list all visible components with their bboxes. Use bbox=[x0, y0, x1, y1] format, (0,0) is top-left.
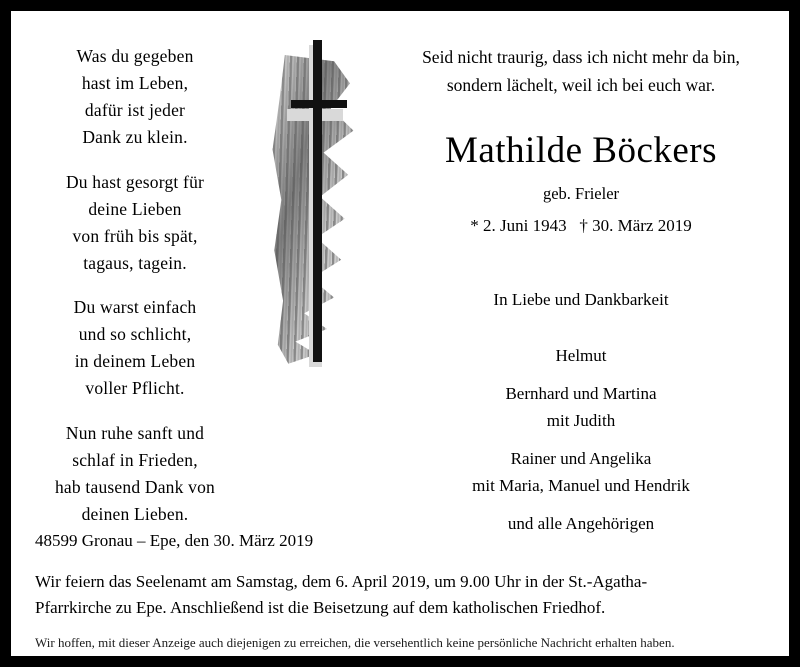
verse-column bbox=[29, 25, 241, 545]
verse-line: in deinem Leben bbox=[74, 351, 196, 372]
family-list bbox=[391, 342, 771, 537]
verse-line: hast im Leben, bbox=[81, 73, 189, 94]
verse-line: Du hast gesorgt für bbox=[65, 171, 205, 192]
service-line: Pfarrkirche zu Epe. Anschließend ist die Beisetzung auf dem katholischen Friedhof. bbox=[35, 597, 606, 617]
verse-stanza-2 bbox=[29, 169, 241, 278]
family-line: mit Judith bbox=[546, 411, 616, 431]
verse-stanza-4 bbox=[29, 420, 241, 529]
verse-line: von früh bis spät, bbox=[72, 225, 198, 246]
place-and-date: 48599 Gronau – Epe, den 30. März 2019 bbox=[35, 531, 314, 550]
verse-line: Dank zu klein. bbox=[82, 127, 188, 148]
verse-line: Du warst einfach bbox=[73, 297, 197, 317]
cross-vertical-bar bbox=[313, 40, 322, 362]
verse-stanza-1 bbox=[29, 43, 241, 152]
verse-line: tagaus, tagein. bbox=[83, 252, 187, 273]
footnote-text: Wir hoffen, mit dieser Anzeige auch diejenigen zu erreichen, die versehentlich keine persönliche Nachricht erhalten haben. bbox=[35, 635, 675, 650]
service-details bbox=[35, 569, 771, 620]
lead-line: sondern lächelt, weil ich bei euch war. bbox=[446, 75, 716, 95]
verse-line: hab tausend Dank von bbox=[54, 476, 215, 497]
verse-line: und so schlicht, bbox=[78, 324, 192, 345]
lead-verse bbox=[391, 43, 771, 99]
obituary-inner bbox=[11, 11, 789, 656]
verse-line: voller Pflicht. bbox=[85, 378, 185, 399]
cross-bars bbox=[291, 40, 347, 362]
top-area bbox=[29, 25, 771, 533]
family-line: und alle Angehörigen bbox=[507, 513, 655, 533]
maiden-name: geb. Frieler bbox=[542, 184, 620, 203]
cross-horizontal-bar bbox=[291, 100, 347, 108]
lead-line: Seid nicht traurig, dass ich nicht mehr da bin, bbox=[422, 47, 740, 67]
family-line: Bernhard und Martina bbox=[505, 383, 657, 403]
main-column bbox=[391, 25, 771, 537]
family-line: Helmut bbox=[555, 346, 607, 365]
cross-column bbox=[241, 25, 391, 385]
verse-line: schlaf in Frieden, bbox=[72, 449, 198, 470]
family-line: mit Maria, Manuel und Hendrik bbox=[472, 476, 690, 496]
verse-line: deinen Lieben. bbox=[81, 503, 189, 524]
bottom-block bbox=[29, 531, 771, 652]
verse-line: deine Lieben bbox=[88, 198, 182, 219]
verse-line: dafür ist jeder bbox=[84, 100, 186, 121]
verse-line: Nun ruhe sanft und bbox=[65, 422, 205, 443]
cross-icon bbox=[247, 31, 387, 376]
deceased-name: Mathilde Böckers bbox=[444, 130, 718, 171]
service-line: Wir feiern das Seelenamt am Samstag, dem 6. April 2019, um 9.00 Uhr in der St.-Agatha- bbox=[35, 572, 648, 591]
birth-death-dates: * 2. Juni 1943 † 30. März 2019 bbox=[470, 216, 692, 235]
dedication-text: In Liebe und Dankbarkeit bbox=[493, 290, 669, 309]
verse-stanza-3 bbox=[29, 294, 241, 403]
family-line: Rainer und Angelika bbox=[510, 448, 652, 468]
verse-line: Was du gegeben bbox=[76, 46, 194, 66]
